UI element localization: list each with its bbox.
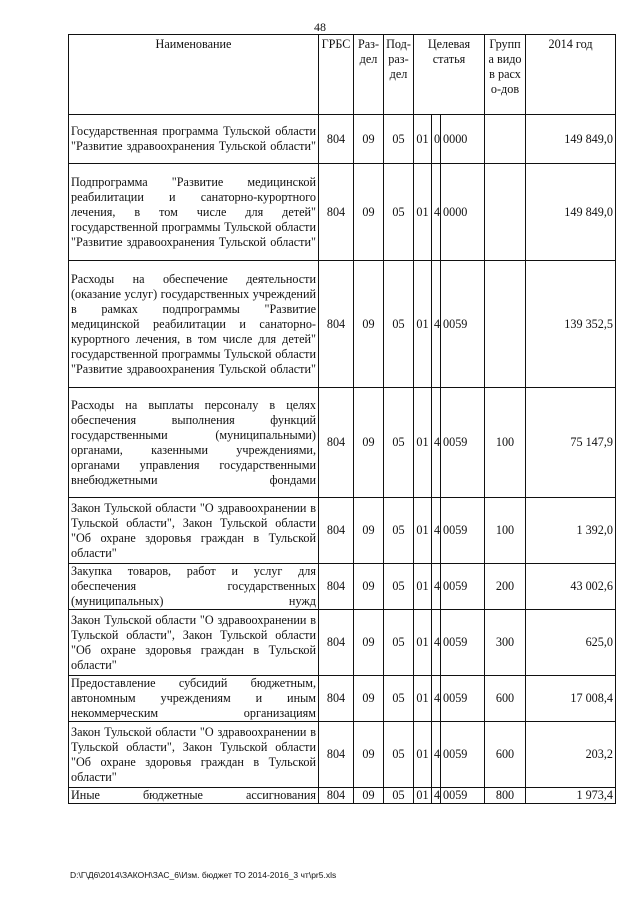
- row-grbs: 804: [319, 610, 354, 676]
- row-target-article-program: 01: [414, 498, 432, 564]
- row-expense-type: 600: [485, 676, 526, 722]
- row-podrazdel: 05: [384, 164, 414, 261]
- row-target-article-program: 01: [414, 722, 432, 788]
- header-year: 2014 год: [526, 35, 616, 115]
- row-razdel: 09: [354, 676, 384, 722]
- row-target-article-program: 01: [414, 610, 432, 676]
- row-name: Закон Тульской области "О здравоохранении в Тульской области", Закон Тульской области "Об охране здоровья граждан в Тульской области": [69, 722, 319, 788]
- row-target-article-subprogram: 4: [432, 261, 441, 388]
- row-razdel: 09: [354, 261, 384, 388]
- row-amount-2014: 625,0: [526, 610, 616, 676]
- row-name: Закон Тульской области "О здравоохранении в Тульской области", Закон Тульской области "Об охране здоровья граждан в Тульской области": [69, 610, 319, 676]
- table-row: [69, 261, 616, 388]
- row-target-article-program: 01: [414, 564, 432, 610]
- header-name: Наименование: [69, 35, 319, 115]
- row-podrazdel: 05: [384, 261, 414, 388]
- row-amount-2014: 203,2: [526, 722, 616, 788]
- table-row: [69, 164, 616, 261]
- row-amount-2014: 139 352,5: [526, 261, 616, 388]
- row-target-article-program: 01: [414, 164, 432, 261]
- row-target-article-direction: 0000: [441, 115, 485, 164]
- row-podrazdel: 05: [384, 388, 414, 498]
- row-razdel: 09: [354, 564, 384, 610]
- table-header-row: [69, 35, 616, 115]
- row-grbs: 804: [319, 498, 354, 564]
- row-razdel: 09: [354, 788, 384, 804]
- row-amount-2014: 75 147,9: [526, 388, 616, 498]
- table-row: [69, 788, 616, 804]
- row-expense-type: 300: [485, 610, 526, 676]
- row-target-article-program: 01: [414, 115, 432, 164]
- row-grbs: 804: [319, 261, 354, 388]
- header-grbs: ГРБС: [319, 35, 354, 115]
- page-number: 48: [314, 20, 326, 34]
- row-expense-type: 800: [485, 788, 526, 804]
- row-target-article-direction: 0059: [441, 498, 485, 564]
- row-amount-2014: 1 392,0: [526, 498, 616, 564]
- row-expense-type: 600: [485, 722, 526, 788]
- row-expense-type: 100: [485, 388, 526, 498]
- row-grbs: 804: [319, 115, 354, 164]
- row-target-article-direction: 0059: [441, 722, 485, 788]
- row-podrazdel: 05: [384, 788, 414, 804]
- table-row: [69, 115, 616, 164]
- row-target-article-subprogram: 4: [432, 388, 441, 498]
- row-expense-type: [485, 164, 526, 261]
- header-celevaya: Целевая статья: [414, 35, 485, 115]
- row-target-article-direction: 0059: [441, 388, 485, 498]
- table-row: [69, 676, 616, 722]
- row-target-article-program: 01: [414, 676, 432, 722]
- row-name: Подпрограмма "Развитие медицинской реабилитации и санаторно-курортного лечения, в том числе для детей" государственной программы Тульской области "Развитие здравоохранения Тульской области": [69, 164, 319, 261]
- row-grbs: 804: [319, 164, 354, 261]
- row-grbs: 804: [319, 388, 354, 498]
- row-target-article-subprogram: 4: [432, 164, 441, 261]
- row-amount-2014: 43 002,6: [526, 564, 616, 610]
- row-razdel: 09: [354, 610, 384, 676]
- row-target-article-direction: 0059: [441, 564, 485, 610]
- row-target-article-direction: 0000: [441, 164, 485, 261]
- row-amount-2014: 17 008,4: [526, 676, 616, 722]
- row-target-article-program: 01: [414, 388, 432, 498]
- table-row: [69, 498, 616, 564]
- row-name: Иные бюджетные ассигнования: [69, 788, 319, 804]
- row-name: Закупка товаров, работ и услуг для обеспечения государственных (муниципальных) нужд: [69, 564, 319, 610]
- header-gruppa: Группа видов расхо-дов: [485, 35, 526, 115]
- footer-file-path: D:\Г\Д6\2014\ЗАКОН\ЗАС_6\Изм. бюджет ТО 2014-2016_3 чт\pr5.xls: [70, 870, 337, 880]
- row-target-article-direction: 0059: [441, 788, 485, 804]
- row-target-article-subprogram: 4: [432, 676, 441, 722]
- header-razdel: Раз-дел: [354, 35, 384, 115]
- row-target-article-subprogram: 0: [432, 115, 441, 164]
- row-razdel: 09: [354, 164, 384, 261]
- row-expense-type: [485, 115, 526, 164]
- header-podrazdel: Под-раз-дел: [384, 35, 414, 115]
- row-name: Государственная программа Тульской области "Развитие здравоохранения Тульской области": [69, 115, 319, 164]
- budget-table: [68, 34, 616, 804]
- row-razdel: 09: [354, 115, 384, 164]
- row-amount-2014: 149 849,0: [526, 164, 616, 261]
- row-name: Предоставление субсидий бюджетным, автономным учреждениям и иным некоммерческим организациям: [69, 676, 319, 722]
- row-expense-type: 100: [485, 498, 526, 564]
- row-target-article-subprogram: 4: [432, 788, 441, 804]
- row-name: Расходы на обеспечение деятельности (оказание услуг) государственных учреждений в рамках подпрограммы "Развитие медицинской реабилитации и санаторно-курортного лечения, в том числе для детей" государственной программы Тульской области "Развитие здравоохранения Тульской области": [69, 261, 319, 388]
- row-target-article-subprogram: 4: [432, 564, 441, 610]
- row-podrazdel: 05: [384, 722, 414, 788]
- row-razdel: 09: [354, 498, 384, 564]
- row-grbs: 804: [319, 676, 354, 722]
- row-target-article-direction: 0059: [441, 261, 485, 388]
- row-amount-2014: 149 849,0: [526, 115, 616, 164]
- row-podrazdel: 05: [384, 676, 414, 722]
- row-podrazdel: 05: [384, 498, 414, 564]
- table-row: [69, 722, 616, 788]
- row-amount-2014: 1 973,4: [526, 788, 616, 804]
- row-grbs: 804: [319, 788, 354, 804]
- row-target-article-subprogram: 4: [432, 610, 441, 676]
- table-row: [69, 610, 616, 676]
- row-target-article-subprogram: 4: [432, 722, 441, 788]
- row-razdel: 09: [354, 722, 384, 788]
- row-expense-type: [485, 261, 526, 388]
- row-target-article-direction: 0059: [441, 676, 485, 722]
- row-target-article-direction: 0059: [441, 610, 485, 676]
- row-target-article-subprogram: 4: [432, 498, 441, 564]
- row-grbs: 804: [319, 564, 354, 610]
- row-podrazdel: 05: [384, 610, 414, 676]
- row-podrazdel: 05: [384, 115, 414, 164]
- table-row: [69, 388, 616, 498]
- table-row: [69, 564, 616, 610]
- row-name: Закон Тульской области "О здравоохранении в Тульской области", Закон Тульской области "Об охране здоровья граждан в Тульской области": [69, 498, 319, 564]
- row-expense-type: 200: [485, 564, 526, 610]
- row-name: Расходы на выплаты персоналу в целях обеспечения выполнения функций государственными (муниципальными) органами, казенными учреждениями, органами управления государственными внебюджетными фондами: [69, 388, 319, 498]
- row-podrazdel: 05: [384, 564, 414, 610]
- row-target-article-program: 01: [414, 261, 432, 388]
- row-target-article-program: 01: [414, 788, 432, 804]
- row-razdel: 09: [354, 388, 384, 498]
- row-grbs: 804: [319, 722, 354, 788]
